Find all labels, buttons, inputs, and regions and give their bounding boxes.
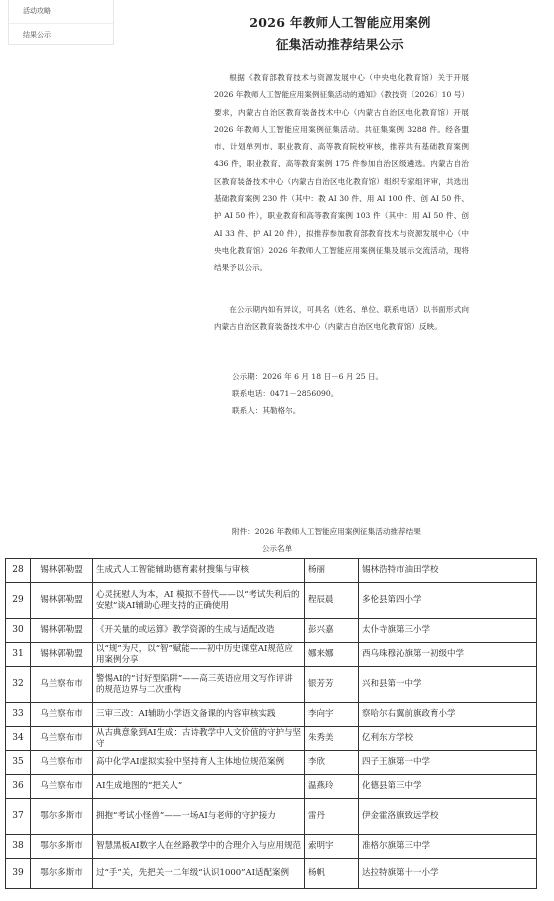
row-case-name: 三审三改：AI辅助小学语文备课的内容审核实践 <box>93 703 305 727</box>
table-row <box>6 667 537 703</box>
contact-person: 联系人：其勒格尔。 <box>232 406 301 415</box>
row-number: 38 <box>6 835 31 859</box>
document-title-line2: 征集活动推荐结果公示 <box>275 37 404 52</box>
row-person: 银芳芳 <box>305 667 359 703</box>
document-title-line1: 2026 年教师人工智能应用案例 <box>249 15 431 30</box>
row-city: 锡林郭勒盟 <box>31 583 93 619</box>
row-school: 亿利东方学校 <box>359 727 537 751</box>
row-case-name: 心灵抚慰人为本，AI 模拟不替代——以“考试失利后的安慰”谈AI辅助心理支持的正确使用 <box>93 583 305 619</box>
row-number: 29 <box>6 583 31 619</box>
row-city: 锡林郭勒盟 <box>31 643 93 667</box>
row-number: 36 <box>6 775 31 799</box>
row-case-name: 生成式人工智能辅助德育素材搜集与审核 <box>93 559 305 583</box>
row-case-name: 警惕AI的“讨好型陷阱”——高三英语应用文写作评讲的规范边界与二次重构 <box>93 667 305 703</box>
notice-period: 公示期：2026 年 6 月 18 日－6 月 25 日。 <box>232 372 384 381</box>
row-person: 朱秀美 <box>305 727 359 751</box>
row-city: 锡林郭勒盟 <box>31 619 93 643</box>
notice-paragraph-1: 根据《教育部教育技术与资源发展中心（中央电化教育馆）关于开展 2026 年教师人工智能应用案例征集活动的通知》（教技资〔2026〕10 号）要求，内蒙古自治区教育装备技术中心（内蒙古自治区电化教育馆）开展 2026 年教师人工智能应用案例征集活动。共征集案例 3288 件。经各盟市、计划单列市、职业教育、高等教育院校审核，推荐共有基础教育案例 436 件，职业教育、高等教育案例 175 件参加自治区级遴选。内蒙古自治区教育装备技术中心（内蒙古自治区电化教育馆）组织专家组评审，共选出基础教育案例 230 件（其中：教 AI 30 件、用 AI 100 件、创 AI 50 件、护 AI 50 件），职业教育和高等教育案例 103 件（其中：用 AI 50 件、创 AI 33 件、护 AI 20 件），拟推荐参加教育部教育技术与资源发展中心（中央电化教育馆）2026 年教师人工智能应用案例征集及展示交流活动，现将结果予以公示。 <box>214 73 469 273</box>
table-row <box>6 559 537 583</box>
table-row <box>6 859 537 889</box>
row-city: 乌兰察布市 <box>31 703 93 727</box>
row-city: 锡林郭勒盟 <box>31 559 93 583</box>
row-case-name: 拥抱“考试小怪兽”——一场AI与老师的守护接力 <box>93 799 305 835</box>
row-school: 锡林浩特市油田学校 <box>359 559 537 583</box>
row-person: 李欣 <box>305 751 359 775</box>
row-school: 达拉特旗第十一小学 <box>359 859 537 889</box>
row-number: 31 <box>6 643 31 667</box>
row-school: 多伦县第四小学 <box>359 583 537 619</box>
list-title: 公示名单 <box>261 544 293 553</box>
row-number: 30 <box>6 619 31 643</box>
row-case-name: 《开关量的或运算》教学资源的生成与适配改造 <box>93 619 305 643</box>
table-row <box>6 583 537 619</box>
row-person: 彭兴嘉 <box>305 619 359 643</box>
row-city: 乌兰察布市 <box>31 667 93 703</box>
table-row <box>6 643 537 667</box>
row-city: 乌兰察布市 <box>31 775 93 799</box>
row-person: 温燕玲 <box>305 775 359 799</box>
row-person: 程辰晨 <box>305 583 359 619</box>
row-city: 鄂尔多斯市 <box>31 799 93 835</box>
row-school: 西乌珠穆沁旗第一初级中学 <box>359 643 537 667</box>
results-table <box>5 558 537 889</box>
row-school: 准格尔旗第三中学 <box>359 835 537 859</box>
row-school: 兴和县第一中学 <box>359 667 537 703</box>
table-row <box>6 775 537 799</box>
sidebar-item-guide[interactable]: 活动攻略 <box>23 7 51 15</box>
contact-phone: 联系电话：0471－2856090。 <box>232 389 339 398</box>
row-school: 化德县第三中学 <box>359 775 537 799</box>
table-row <box>6 835 537 859</box>
row-case-name: 高中化学AI虚拟实验中坚持育人主体地位规范案例 <box>93 751 305 775</box>
row-person: 娜来娜 <box>305 643 359 667</box>
table-row <box>6 751 537 775</box>
row-number: 32 <box>6 667 31 703</box>
row-city: 鄂尔多斯市 <box>31 859 93 889</box>
results-table-body <box>6 559 537 889</box>
table-row <box>6 799 537 835</box>
row-case-name: 从古典意象到AI生成：古诗教学中人文价值的守护与坚守 <box>93 727 305 751</box>
attachment-caption: 附件：2026 年教师人工智能应用案例征集活动推荐结果 <box>232 527 421 536</box>
row-person: 雷丹 <box>305 799 359 835</box>
row-person: 杨丽 <box>305 559 359 583</box>
row-case-name: 过“手”关，先把关一二年级“认识1000”AI适配案例 <box>93 859 305 889</box>
table-row <box>6 727 537 751</box>
row-number: 37 <box>6 799 31 835</box>
row-number: 35 <box>6 751 31 775</box>
row-person: 李向宇 <box>305 703 359 727</box>
table-row <box>6 619 537 643</box>
row-school: 伊金霍洛旗致远学校 <box>359 799 537 835</box>
row-number: 28 <box>6 559 31 583</box>
row-case-name: 智慧黑板AI数字人在丝路教学中的合理介入与应用规范 <box>93 835 305 859</box>
row-person: 索明宇 <box>305 835 359 859</box>
notice-paragraph-2: 在公示期内如有异议，可具名（姓名、单位、联系电话）以书面形式向内蒙古自治区教育装备技术中心（内蒙古自治区电化教育馆）反映。 <box>214 305 469 332</box>
row-person: 杨帆 <box>305 859 359 889</box>
row-case-name: 以“规”为尺，以“智”赋能——初中历史课堂AI规范应用案例分享 <box>93 643 305 667</box>
sidebar-item-results[interactable]: 结果公示 <box>9 23 113 45</box>
row-city: 乌兰察布市 <box>31 751 93 775</box>
row-number: 39 <box>6 859 31 889</box>
row-school: 察哈尔右翼前旗政育小学 <box>359 703 537 727</box>
row-school: 四子王旗第一中学 <box>359 751 537 775</box>
row-school: 太仆寺旗第三小学 <box>359 619 537 643</box>
table-row <box>6 703 537 727</box>
row-city: 乌兰察布市 <box>31 727 93 751</box>
row-city: 鄂尔多斯市 <box>31 835 93 859</box>
row-number: 34 <box>6 727 31 751</box>
row-number: 33 <box>6 703 31 727</box>
sidebar <box>8 0 114 45</box>
row-case-name: AI生成地图的“把关人” <box>93 775 305 799</box>
